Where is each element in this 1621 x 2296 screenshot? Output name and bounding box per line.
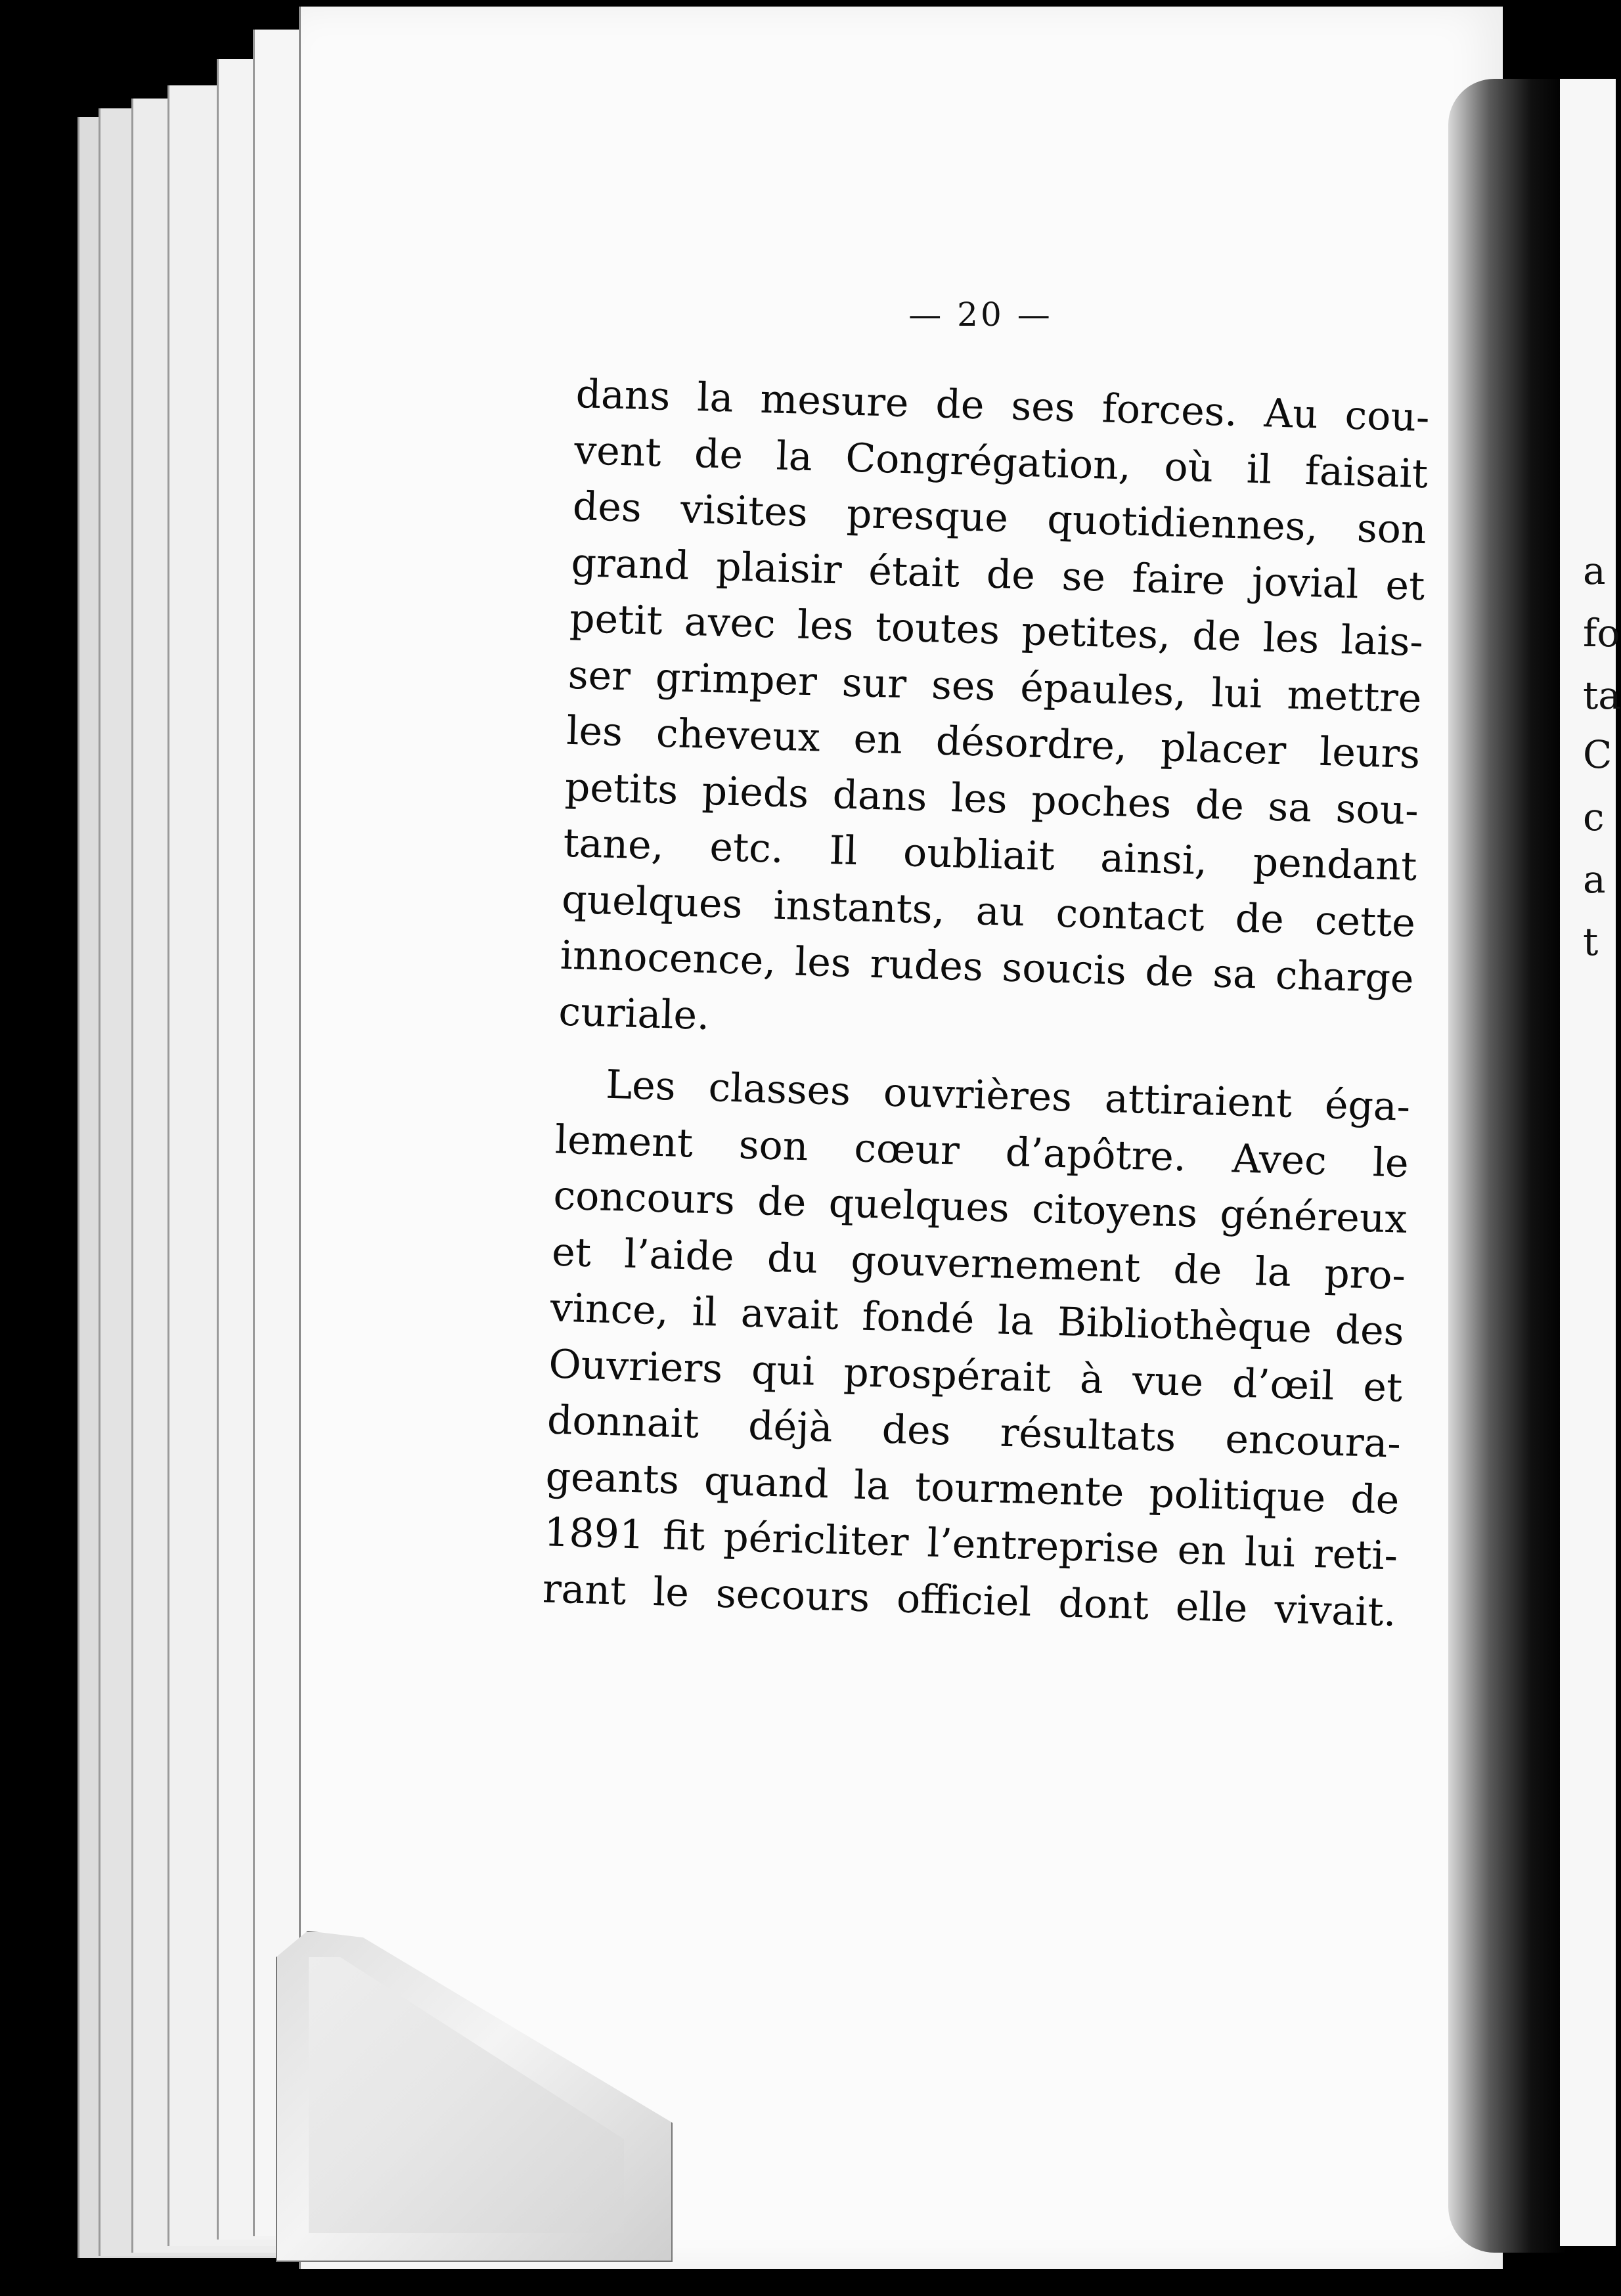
text-line: donnait déjà des résultats encoura- [546,1397,1402,1467]
text-line: geants quand la tourmente politique de [544,1453,1400,1524]
text-line: dans la mesure de ses forces. Au cou- [575,370,1431,441]
paragraph-2 [542,1056,1411,1641]
text-line: vince, il avait fondé la Bibliothèque des [549,1285,1405,1355]
text-line: des visites presque quotidiennes, son [572,483,1427,554]
text-line: ser grimper sur ses épaules, lui mettre [567,651,1423,722]
paragraph-1 [558,366,1430,1064]
facing-page-fragment: C [1583,732,1612,777]
text-line: innocence, les rudes soucis de sa charge [559,932,1415,1002]
facing-page-fragment: t [1583,919,1599,964]
facing-page-fragment: a [1583,857,1606,902]
text-line: Les classes ouvrières attiraient éga- [605,1061,1411,1130]
facing-page-fragment: ta [1583,673,1621,718]
text-line: rant le secours officiel dont elle vivait. [542,1565,1397,1636]
text-line: curiale. [558,988,711,1039]
text-line: tane, etc. Il oubliait ainsi, pendant [562,820,1418,891]
text-line: grand plaisir était de se faire jovial et [570,539,1426,609]
text-line: vent de la Congrégation, où il faisait [573,427,1429,497]
text-line: petits pieds dans les poches de sa sou- [564,764,1419,834]
text-line: 1891 fit péricliter l’entreprise en lui reti- [543,1509,1398,1579]
page-number: — 20 — [908,296,1053,334]
text-line: les cheveux en désordre, placer leurs [566,707,1421,778]
facing-page-fragment: a [1583,548,1606,593]
text-line: lement son cœur d’apôtre. Avec le [554,1116,1410,1187]
body-text [542,366,1431,1641]
text-line: Ouvriers qui prospérait à vue d’œil et [548,1340,1404,1411]
text-line: quelques instants, au contact de cette [561,876,1416,946]
text-line: petit avec les toutes petites, de les lais- [569,595,1424,666]
facing-page [1560,79,1616,2246]
book-gutter [1448,79,1566,2253]
book-page [299,7,1503,2269]
text-line: et l’aide du gouvernement de la pro- [551,1228,1406,1299]
facing-page-fragment: fo [1583,611,1620,655]
text-line: concours de quelques citoyens généreux [552,1172,1408,1243]
facing-page-fragment: c [1583,795,1605,839]
